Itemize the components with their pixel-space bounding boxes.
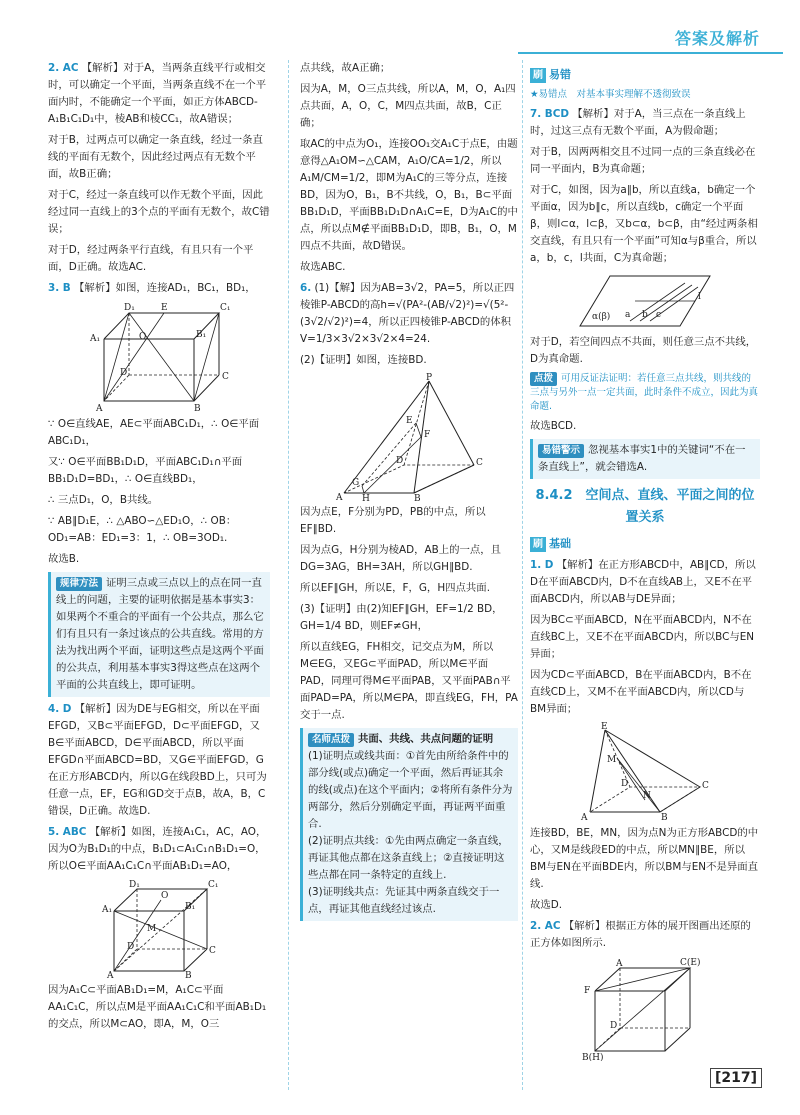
answer-text: 所以直线EG，FH相交，记交点为M，所以M∈EG，又EG⊂平面PAD，所以M∈平面PAD，同理可得M∈平面PAB，又平面PAB∩平面PAD=PA，所以M∈PA，即直线EG，FH，PA交于一点.	[300, 641, 518, 721]
answer-item	[300, 280, 518, 348]
method-tag: 规律方法	[56, 577, 102, 591]
answer-text: ∵ O∈直线AE，AE⊂平面ABC₁D₁，∴ O∈平面ABC₁D₁，	[48, 418, 260, 447]
tip-text: (3)证明线共点：先证其中两条直线交于一点，再证其他直线经过该点.	[308, 886, 500, 915]
answer-text: (3)【证明】由(2)知EF∥GH，EF=1/2 BD，GH=1/4 BD，则EF≠GH，	[300, 603, 503, 632]
fig-label: P	[426, 373, 433, 383]
answer-text: 因为BC⊂平面ABCD，N在平面ABCD内，N不在直线BC上，又E不在平面ABCD内，所以BC与EN异面；	[530, 614, 755, 660]
fig-label: A₁	[90, 334, 101, 344]
answer-text: 对于D，若空间四点不共面，则任意三点不共线，D为真命题.	[530, 336, 757, 365]
question-number: 7. BCD	[530, 108, 569, 120]
answer-text: 因为A，M，O三点共线，所以A，M，O，A₁四点共面，A，O，C，M四点共面，故B，C正确；	[300, 83, 516, 129]
answer-text: 对于B，过两点可以确定一条直线，经过一条直线的平面有无数个，因此经过两点有无数个平面，故B正确；	[48, 134, 263, 180]
fig-label: C	[702, 781, 709, 791]
fig-label: E	[161, 303, 168, 313]
fig-label: O	[139, 332, 147, 342]
answer-item	[48, 824, 270, 875]
answer-text: 故选ABC.	[300, 261, 346, 273]
cube-figure-1	[84, 301, 234, 413]
fig-label: G	[352, 478, 360, 488]
fig-label: A	[96, 404, 103, 413]
hint-tag: 点拨	[530, 372, 557, 386]
question-number: 2. AC	[530, 920, 561, 932]
fig-label: C(E)	[680, 958, 701, 968]
answer-text: 故选D.	[530, 899, 563, 911]
column-middle	[300, 60, 518, 925]
fig-label: C	[476, 458, 483, 468]
answer-text: 对于C，经过一条直线可以作无数个平面，因此经过同一直线上的3个点的平面有无数个，故C错误；	[48, 189, 270, 235]
fig-label: C	[209, 946, 216, 956]
section-title: 易错	[549, 68, 571, 81]
fig-label: A	[336, 493, 343, 501]
planes-figure	[570, 271, 720, 331]
answer-text: 【解析】如图，连接AD₁，BC₁，BD₁，	[74, 282, 256, 294]
fig-label: D	[127, 942, 135, 952]
answer-item	[48, 701, 270, 820]
brush-icon: 刷	[530, 68, 546, 83]
cube-figure-3	[580, 956, 710, 1061]
fig-label: A	[581, 813, 588, 822]
answer-text: 点共线，故A正确；	[300, 62, 391, 74]
fig-label: F	[424, 430, 431, 440]
fig-label: α(β)	[592, 312, 611, 322]
method-box	[48, 572, 270, 697]
answer-text: 【解析】在正方形ABCD中，AB∥CD，所以D在平面ABCD内，D不在直线AB上，又E不在平面ABCD内，所以AB与DE异面；	[530, 559, 756, 605]
fig-label: N	[643, 791, 651, 801]
answer-text: 又∵ O∈平面BB₁D₁D，平面ABC₁D₁∩平面BB₁D₁D=BD₁，∴ O∈直线BD₁，	[48, 456, 243, 485]
fig-label: C₁	[220, 303, 231, 313]
answer-text: 所以EF∥GH，所以E，F，G，H四点共面.	[300, 582, 490, 594]
answer-text: 因为点G，H分别为棱AD，AB上的一点，且DG=3AG，BH=3AH，所以GH∥BD.	[300, 544, 502, 573]
warning-box	[530, 439, 760, 479]
page-header-title: 答案及解析	[674, 29, 760, 48]
fig-label: E	[406, 416, 413, 426]
column-divider	[522, 60, 523, 1090]
fig-label: D₁	[129, 880, 140, 890]
fig-label: B	[194, 404, 201, 413]
fig-label: c	[656, 310, 662, 320]
answer-item	[530, 918, 760, 952]
answer-text: 【解析】因为DE与EG相交，所以在平面EFGD，又B⊂平面EFGD，D⊂平面EFGD，又B∈平面ABCD，D∈平面ABCD，所以平面EFGD∩平面ABCD=BD，又G∈平面EFGD，G在正方形ABCD内，所以G在线段BD上，只可为任意一点，EF，EG和GD交于点B，故A，B，C错误，D正确。故选D.	[48, 703, 267, 817]
tip-title: 共面、共线、共点问题的证明	[358, 733, 494, 745]
warning-text: 忽视基本事实1中的关键词“不在一条直线上”，就会错选A.	[538, 444, 746, 473]
answer-text: (1)【解】因为AB=3√2，PA=5，所以正四棱锥P-ABCD的高h=√(PA²-(AB/√2)²)=√(5²-(3√2/√2)²)=4，所以正四棱锥P-ABCD的体积V=1/3×3√2×3√2×4=24.	[300, 282, 515, 345]
cube-figure-2	[99, 879, 219, 979]
fig-label: C₁	[208, 880, 219, 890]
question-number: 3. B	[48, 282, 71, 294]
answer-text: 【解析】根据正方体的展开图画出还原的正方体如图所示.	[530, 920, 751, 949]
answer-text: 【解析】对于A，当三点在一条直线上时，过这三点有无数个平面，A为假命题；	[530, 108, 746, 137]
pyramid-figure	[334, 373, 484, 501]
fig-label: B₁	[196, 330, 207, 340]
fig-label: A	[616, 959, 623, 969]
fig-label: D	[396, 456, 404, 466]
fig-label: A₁	[102, 905, 113, 915]
hint-text: 可用反证法证明：若任意三点共线，则共线的三点与另外一点一定共面，此时条件不成立，因此为真命题.	[530, 373, 759, 412]
answer-text: 对于D，经过两条平行直线，有且只有一个平面，D正确。故选AC.	[48, 244, 254, 273]
fig-label: C	[222, 372, 229, 382]
answer-text: 【解析】如图，连接A₁C₁，AC，AO，因为O为B₁D₁的中点，B₁D₁⊂A₁C₁∩B₁D₁=O，所以O∈平面AA₁C₁C∩平面AB₁D₁=AO，	[48, 826, 267, 872]
fig-label: B	[414, 494, 421, 501]
tip-tag: 名师点拨	[308, 733, 354, 747]
answer-text: 因为A₁C⊂平面AB₁D₁=M，A₁C⊂平面AA₁C₁C，所以点M是平面AA₁C₁C和平面AB₁D₁的交点，所以M⊂AO，即A，M，O三	[48, 984, 267, 1030]
answer-item	[48, 60, 270, 128]
pyramid-figure-2	[575, 722, 715, 822]
answer-text: 故选BCD.	[530, 420, 577, 432]
column-right	[530, 60, 760, 1064]
fig-label: M	[147, 924, 157, 934]
hint-note	[530, 372, 760, 414]
fig-label: O	[161, 891, 169, 901]
answer-text: ∵ AB∥D₁E，∴ △ABO∽△ED₁O，∴ OB：OD₁=AB：ED₁=3：1，∴ OB=3OD₁.	[48, 515, 237, 544]
answer-text: 对于C，如图，因为a∥b，所以直线a，b确定一个平面α，因为b∥c，所以直线b，c确定一个平面β，则l⊂α，l⊂β，又b⊂α，b⊂β，由“经过两条相交直线，有且只有一个平面”可知α与β重合，所以a，b，c，l共面，C为真命题；	[530, 184, 758, 264]
column-left	[48, 60, 270, 1037]
fig-label: M	[607, 755, 617, 765]
fig-label: l	[698, 292, 701, 302]
question-number: 1. D	[530, 559, 554, 571]
answer-text: 取AC的中点为O₁，连接OO₁交A₁C于点E，由题意得△A₁OM∽△CAM，A₁O/CA=1/2，所以A₁M/CM=1/2，即M为A₁C的三等分点，连接BD，因为O，B₁，B不共线，O，B₁，B⊂平面BB₁D₁D，平面BB₁D₁D∩A₁C=E，D为A₁C的中点，所以点M∉平面BB₁D₁D，即B，B₁，O，M四点不共面，故D错误。	[300, 138, 518, 252]
section-heading-basics	[530, 535, 760, 553]
answer-text: 故选B.	[48, 553, 80, 565]
page-number: [217]	[710, 1068, 762, 1088]
fig-label: D₁	[124, 303, 135, 313]
question-number: 5. ABC	[48, 826, 87, 838]
answer-item	[48, 280, 270, 297]
fig-label: H	[362, 494, 370, 501]
fig-label: A	[107, 971, 114, 979]
question-number: 4. D	[48, 703, 72, 715]
fig-label: F	[584, 986, 591, 996]
section-heading-errors	[530, 66, 760, 84]
fig-label: B₁	[185, 902, 196, 912]
fig-label: E	[601, 722, 608, 732]
fig-label: b	[642, 310, 648, 320]
tip-box	[300, 728, 518, 921]
column-divider	[288, 60, 289, 1090]
fig-label: D	[610, 1021, 618, 1031]
fig-label: B(H)	[582, 1053, 604, 1061]
answer-item	[530, 106, 760, 140]
answer-text: 连接BD，BE，MN，因为点N为正方形ABCD的中心，又M是线段ED的中点，所以MN∥BE，所以BM与EN在平面BDE内，所以BM与EN不是异面直线.	[530, 827, 759, 890]
answer-item	[530, 557, 760, 608]
fig-label: B	[661, 813, 668, 822]
section-title: 基础	[549, 537, 571, 550]
method-text: 证明三点或三点以上的点在同一直线上的问题，主要的证明依据是基本事实3：如果两个不重合的平面有一个公共点，那么它们有且只有一条过该点的公共直线。常用的方法为找出两个平面，证明这些点是这两个平面的公共点，利用基本事实3得这些点在这两个平面的公共直线上，即可证明。	[56, 577, 264, 691]
answer-text: 【解析】对于A，当两条直线平行或相交时，可以确定一个平面，当两条直线不在一个平面内时，不能确定一个平面，如正方体ABCD-A₁B₁C₁D₁中，棱AB和棱CC₁，故A错误；	[48, 62, 267, 125]
tip-text: (1)证明点或线共面：①首先由所给条件中的部分线(或点)确定一个平面，然后再证其余的线(或点)在这个平面内；②将所有条件分为两部分，然后分别确定平面，再证两平面重合.	[308, 750, 513, 830]
fig-label: D	[621, 779, 629, 789]
chapter-title: 8.4.2 空间点、直线、平面之间的位置关系	[535, 488, 755, 525]
fig-label: a	[625, 310, 631, 320]
error-point: ★易错点 对基本事实理解不透彻致误	[530, 89, 691, 100]
fig-label: D	[120, 368, 128, 378]
answer-text: ∴ 三点D₁，O，B共线。	[48, 494, 159, 506]
answer-text: 因为点E，F分别为PD，PB的中点，所以EF∥BD.	[300, 506, 486, 535]
answer-text: (2)【证明】如图，连接BD.	[300, 354, 427, 366]
tip-text: (2)证明点共线：①先由两点确定一条直线，再证其他点都在这条直线上；②直接证明这些点都在同一条特定的直线上.	[308, 835, 509, 881]
fig-label: B	[185, 971, 192, 979]
brush-icon: 刷	[530, 537, 546, 552]
answer-text: 对于B，因两两相交且不过同一点的三条直线必在同一平面内，B为真命题；	[530, 146, 756, 175]
answer-text: 因为CD⊂平面ABCD，B在平面ABCD内，B不在直线CD上，又M不在平面ABCD内，所以CD与BM异面；	[530, 669, 752, 715]
question-number: 6.	[300, 282, 312, 294]
header-rule	[518, 52, 783, 54]
warning-tag: 易错警示	[538, 444, 584, 458]
question-number: 2. AC	[48, 62, 79, 74]
